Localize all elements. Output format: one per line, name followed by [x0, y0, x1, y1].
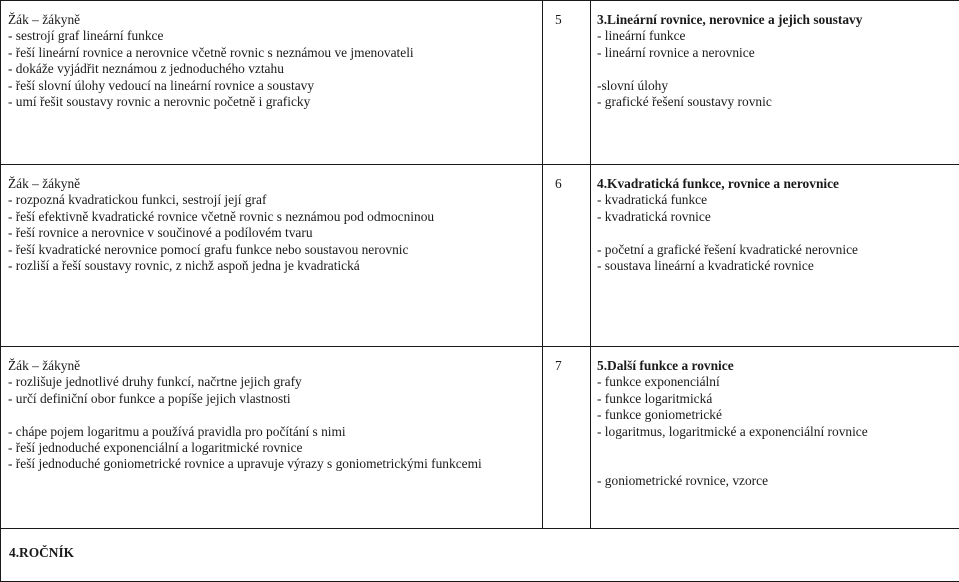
topic-item: - funkce goniometrické [597, 407, 955, 423]
topic-title: 3.Lineární rovnice, nerovnice a jejich soustavy [597, 12, 955, 28]
grade-heading: 4.ROČNÍK [9, 545, 74, 560]
outcome-item: - řeší jednoduché goniometrické rovnice a upravuje výrazy s goniometrickými funkcemi [8, 456, 536, 472]
topic-item: - kvadratická rovnice [597, 209, 955, 225]
section-number: 5 [555, 12, 590, 28]
topic-item: - goniometrické rovnice, vzorce [597, 473, 955, 489]
outcome-item: - řeší kvadratické nerovnice pomocí grafu funkce nebo soustavou nerovnic [8, 242, 536, 258]
topic-spacer [597, 440, 955, 456]
outcome-item: - dokáže vyjádřit neznámou z jednoduchého vztahu [8, 61, 536, 77]
outcome-item: - řeší rovnice a nerovnice v součinové a podílovém tvaru [8, 225, 536, 241]
topic-item: - funkce logaritmická [597, 391, 955, 407]
outcome-item: - rozlišuje jednotlivé druhy funkcí, načrtne jejich grafy [8, 374, 536, 390]
topic-title: 4.Kvadratická funkce, rovnice a nerovnice [597, 176, 955, 192]
topic-cell [591, 165, 959, 347]
outcome-item: - rozliší a řeší soustavy rovnic, z nichž aspoň jedna je kvadratická [8, 258, 536, 274]
section-number-cell [543, 165, 591, 347]
topic-item: - logaritmus, logaritmické a exponenciální rovnice [597, 424, 955, 440]
curriculum-row [1, 347, 959, 529]
learning-outcomes-cell [1, 165, 543, 347]
grade-row [1, 529, 959, 582]
topic-item: - lineární funkce [597, 28, 955, 44]
topic-item: - soustava lineární a kvadratické rovnice [597, 258, 955, 274]
outcome-item: - chápe pojem logaritmu a používá pravidla pro počítání s nimi [8, 424, 536, 440]
outcome-item: - určí definiční obor funkce a popíše jejich vlastnosti [8, 391, 536, 407]
outcome-item: - umí řešit soustavy rovnic a nerovnic početně i graficky [8, 94, 536, 110]
outcome-heading: Žák – žákyně [8, 12, 536, 28]
topic-item: - funkce exponenciální [597, 374, 955, 390]
section-number-cell [543, 1, 591, 165]
outcome-item: - řeší efektivně kvadratické rovnice včetně rovnic s neznámou pod odmocninou [8, 209, 536, 225]
topic-spacer [597, 225, 955, 241]
outcome-heading: Žák – žákyně [8, 176, 536, 192]
learning-outcomes-cell [1, 347, 543, 529]
outcome-item: - řeší lineární rovnice a nerovnice včetně rovnic s neznámou ve jmenovateli [8, 45, 536, 61]
outcome-heading: Žák – žákyně [8, 358, 536, 374]
outcome-item: - řeší slovní úlohy vedoucí na lineární rovnice a soustavy [8, 78, 536, 94]
topic-title: 5.Další funkce a rovnice [597, 358, 955, 374]
topic-cell [591, 1, 959, 165]
curriculum-row [1, 1, 959, 165]
outcome-item: - rozpozná kvadratickou funkci, sestrojí její graf [8, 192, 536, 208]
topic-item: -slovní úlohy [597, 78, 955, 94]
topic-cell [591, 347, 959, 529]
section-number-cell [543, 347, 591, 529]
topic-spacer [597, 61, 955, 77]
curriculum-row [1, 165, 959, 347]
topic-item: - početní a grafické řešení kvadratické nerovnice [597, 242, 955, 258]
topic-item: - kvadratická funkce [597, 192, 955, 208]
learning-outcomes-cell [1, 1, 543, 165]
section-number: 7 [555, 358, 590, 374]
topic-spacer [597, 456, 955, 472]
section-number: 6 [555, 176, 590, 192]
grade-cell [1, 529, 959, 582]
outcome-item: - řeší jednoduché exponenciální a logaritmické rovnice [8, 440, 536, 456]
topic-item: - lineární rovnice a nerovnice [597, 45, 955, 61]
outcome-item: - sestrojí graf lineární funkce [8, 28, 536, 44]
topic-item: - grafické řešení soustavy rovnic [597, 94, 955, 110]
outcome-spacer [8, 407, 536, 423]
